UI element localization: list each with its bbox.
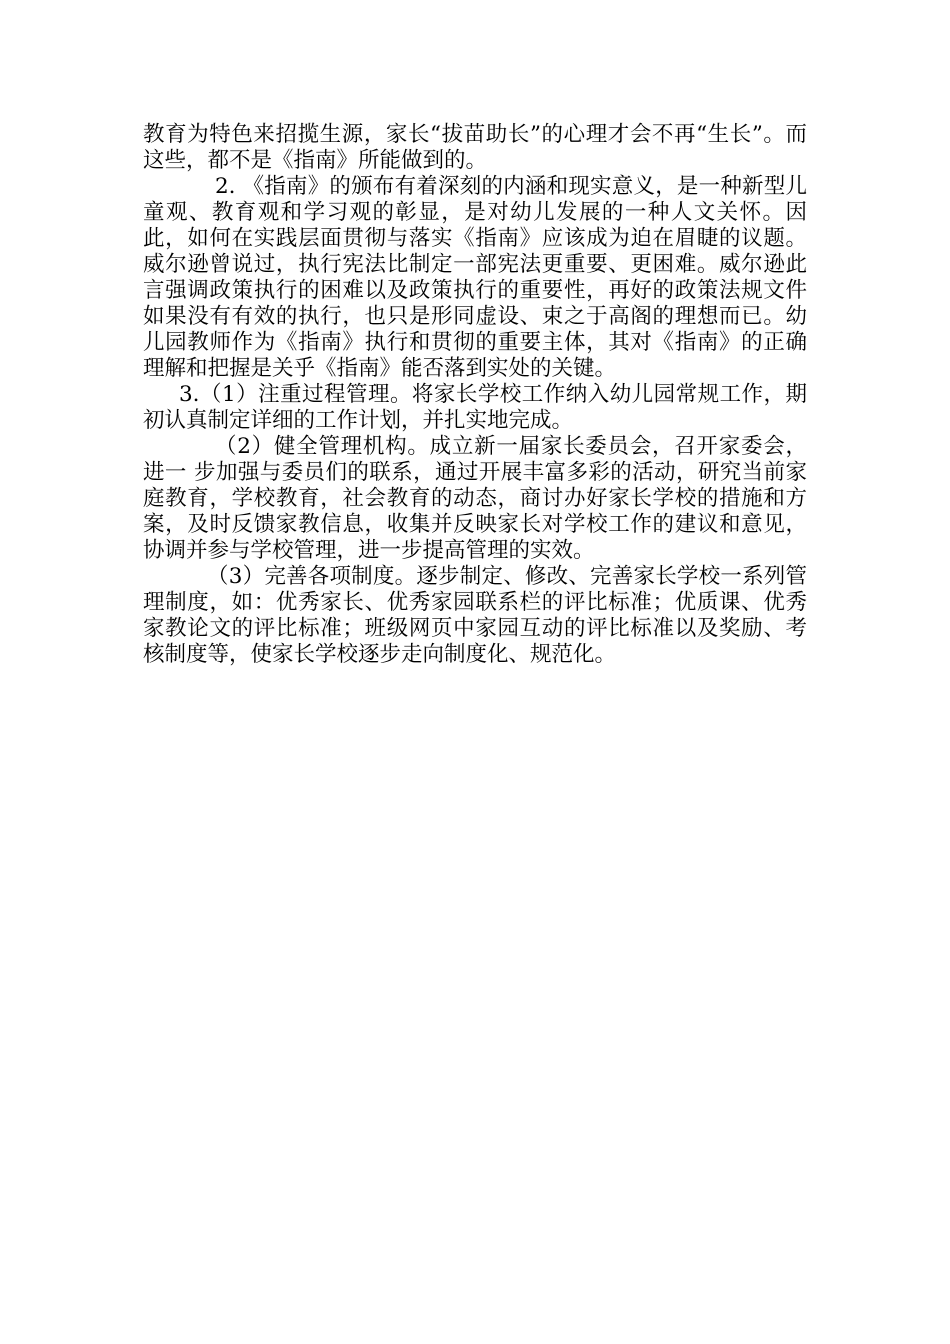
paragraph-item-3-1: 3.（1）注重过程管理。将家长学校工作纳入幼儿园常规工作，期初认真制定详细的工作计划，并扎实地完成。 (143, 382, 807, 433)
document-body (143, 122, 807, 668)
paragraph-continuation: 教育为特色来招揽生源，家长“拔苗助长”的心理才会不再“生长”。而这些，都不是《指南》所能做到的。 (143, 122, 807, 173)
paragraph-item-2: 2. 《指南》的颁布有着深刻的内涵和现实意义，是一种新型儿童观、教育观和学习观的彰显，是对幼儿发展的一种人文关怀。因此，如何在实践层面贯彻与落实《指南》应该成为迫在眉睫的议题。威尔逊曾说过，执行宪法比制定一部宪法更重要、更困难。威尔逊此言强调政策执行的困难以及政策执行的重要性，再好的政策法规文件如果没有有效的执行，也只是形同虚设、束之于高阁的理想而已。幼儿园教师作为《指南》执行和贯彻的重要主体，其对《指南》的正确理解和把握是关乎《指南》能否落到实处的关键。 (143, 174, 807, 381)
paragraph-item-3-2: （2）健全管理机构。成立新一届家长委员会，召开家委会，进一 步加强与委员们的联系，通过开展丰富多彩的活动，研究当前家庭教育，学校教育，社会教育的动态，商讨办好家长学校的措施和方案，及时反馈家教信息，收集并反映家长对学校工作的建议和意见，协调并参与学校管理，进一步提高管理的实效。 (143, 434, 807, 563)
paragraph-item-3-3: （3）完善各项制度。逐步制定、修改、完善家长学校一系列管理制度，如：优秀家长、优秀家园联系栏的评比标准；优质课、优秀家教论文的评比标准；班级网页中家园互动的评比标准以及奖励、考核制度等，使家长学校逐步走向制度化、规范化。 (143, 564, 807, 667)
